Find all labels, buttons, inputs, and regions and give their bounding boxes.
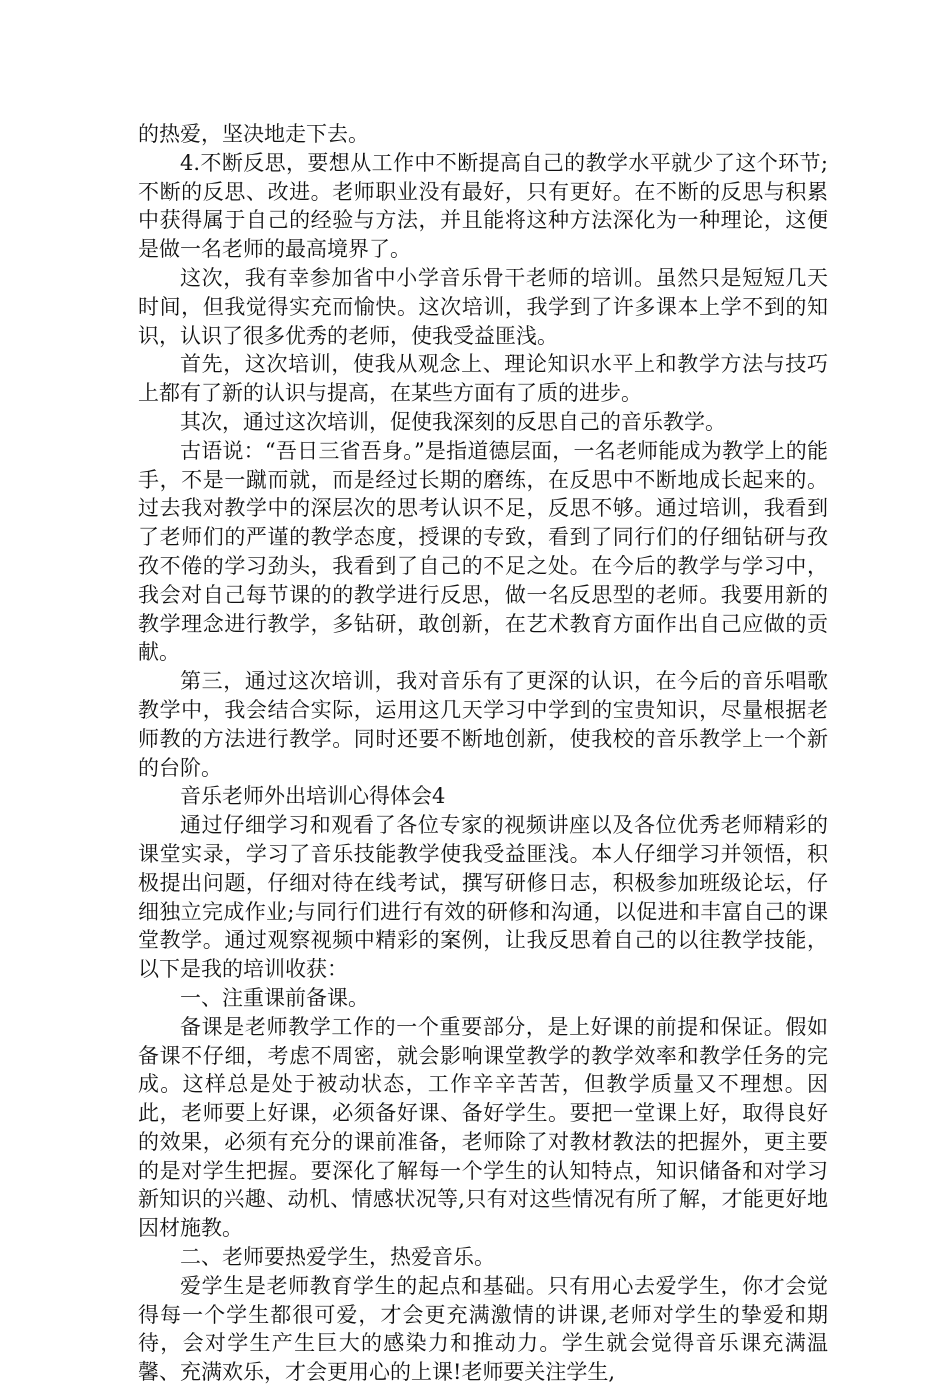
paragraph-ancient-saying: 古语说：“吾日三省吾身。”是指道德层面，一名老师能成为教学上的能手，不是一蹴而就，而是经过长期的磨练，在反思中不断地成长起来的。过去我对教学中的深层次的思考认识不足，反思不够。通过培训，我看到了老师们的严谨的教学态度，授课的专致，看到了同行们的仔细钻研与孜孜不倦的学习劲头，我看到了自己的不足之处。在今后的教学与学习中，我会对自己每节课的的教学进行反思，做一名反思型的老师。我要用新的教学理念进行教学，多钻研，敢创新，在艺术教育方面作出自己应做的贡献。	[138, 438, 828, 665]
subheading-lesson-prep: 一、注重课前备课。	[180, 985, 369, 1010]
paragraph-first-gain: 首先，这次培训，使我从观念上、理论知识水平上和教学方法与技巧上都有了新的认识与提高，在某些方面有了质的进步。	[138, 352, 828, 406]
paragraph-reflection-point-4: 4.不断反思，要想从工作中不断提高自己的教学水平就少了这个环节;不断的反思、改进。老师职业没有最好，只有更好。在不断的反思与积累中获得属于自己的经验与方法，并且能将这种方法深化为一种理论，这便是做一名老师的最高境界了。	[138, 150, 828, 262]
section-heading-4: 音乐老师外出培训心得体会4	[180, 784, 446, 809]
paragraph-love-students: 爱学生是老师教育学生的起点和基础。只有用心去爱学生，你才会觉得每一个学生都很可爱，才会更充满激情的讲课,老师对学生的挚爱和期待，会对学生产生巨大的感染力和推动力。学生就会觉得音乐课充满温馨、充满欢乐，才会更用心的上课!老师要关注学生,	[138, 1273, 828, 1385]
paragraph-video-study: 通过仔细学习和观看了各位专家的视频讲座以及各位优秀老师精彩的课堂实录，学习了音乐技能教学使我受益匪浅。本人仔细学习并领悟，积极提出问题，仔细对待在线考试，撰写研修日志，积极参加班级论坛，仔细独立完成作业;与同行们进行有效的研修和沟通，以促进和丰富自己的课堂教学。通过观察视频中精彩的案例，让我反思着自己的以往教学技能，以下是我的培训收获：	[138, 813, 828, 982]
paragraph-second-gain: 其次，通过这次培训，促使我深刻的反思自己的音乐教学。	[180, 409, 726, 434]
paragraph-training-intro: 这次，我有幸参加省中小学音乐骨干老师的培训。虽然只是短短几天时间，但我觉得实充而愉快。这次培训，我学到了许多课本上学不到的知识，认识了很多优秀的老师，使我受益匪浅。	[138, 265, 828, 348]
paragraph-third-gain: 第三，通过这次培训，我对音乐有了更深的认识，在今后的音乐唱歌教学中，我会结合实际，运用这几天学习中学到的宝贵知识，尽量根据老师教的方法进行教学。同时还要不断地创新，使我校的音乐教学上一个新的台阶。	[138, 669, 828, 780]
paragraph-continuation: 的热爱，坚决地走下去。	[138, 122, 369, 146]
paragraph-lesson-prep: 备课是老师教学工作的一个重要部分，是上好课的前提和保证。假如备课不仔细，考虑不周密，就会影响课堂教学的教学效率和教学任务的完成。这样总是处于被动状态，工作辛辛苦苦，但教学质量又不理想。因此，老师要上好课，必须备好课、备好学生。要把一堂课上好，取得良好的效果，必须有充分的课前准备，老师除了对教材教法的把握外，更主要的是对学生把握。要深化了解每一个学生的认知特点，知识储备和对学习新知识的兴趣、动机、情感状况等,只有对这些情况有所了解，才能更好地因材施教。	[138, 1014, 828, 1241]
document-body	[138, 120, 828, 1387]
subheading-love-students: 二、老师要热爱学生，热爱音乐。	[180, 1245, 495, 1270]
